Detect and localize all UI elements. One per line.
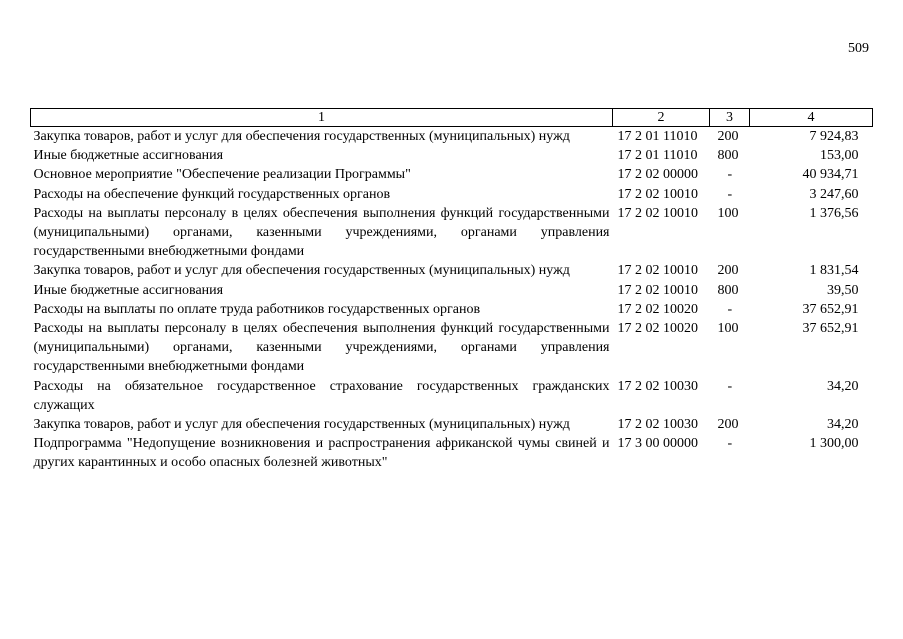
table-row	[31, 204, 873, 262]
row-name-cell: Закупка товаров, работ и услуг для обеспечения государственных (муниципальных) нужд	[33, 263, 570, 279]
row-sum-cell: 7 924,83	[809, 129, 859, 144]
row-code-cell: 17 2 02 10020	[617, 301, 698, 317]
row-name-cell: Закупка товаров, работ и услуг для обеспечения государственных (муниципальных) нужд	[33, 417, 570, 433]
row-sum-cell: 39,50	[827, 282, 859, 298]
table-row	[31, 319, 873, 377]
column-header-1: 1	[31, 109, 613, 127]
row-code-cell: 17 2 01 11010	[617, 148, 698, 164]
row-type-cell: 800	[717, 282, 739, 298]
row-type-cell: -	[727, 378, 733, 394]
row-code-cell: 17 2 02 10010	[617, 205, 698, 221]
row-sum-cell: 34,20	[827, 417, 859, 433]
table-row	[31, 300, 873, 319]
row-type-cell: -	[727, 301, 733, 317]
row-code-cell: 17 2 02 10010	[617, 186, 698, 202]
row-name-cell: Расходы на выплаты персоналу в целях обеспечения выполнения функций государственными (муниципальными) органами, казенными учреждениями, органами управления государственными внебюджетными фондами	[33, 321, 610, 375]
row-name-cell: Иные бюджетные ассигнования	[33, 148, 224, 164]
row-sum-cell: 37 652,91	[802, 321, 859, 337]
row-code-cell: 17 2 02 10010	[617, 282, 698, 298]
row-sum-cell: 1 300,00	[809, 436, 859, 452]
row-code-cell: 17 2 01 11010	[617, 129, 698, 144]
table-row	[31, 165, 873, 184]
table-row	[31, 434, 873, 472]
column-header-3: 3	[710, 109, 750, 127]
row-code-cell: 17 2 02 10030	[617, 378, 698, 394]
row-type-cell: 100	[717, 205, 739, 221]
row-type-cell: 200	[717, 129, 739, 144]
page-number: 509	[848, 41, 869, 56]
row-code-cell: 17 2 02 10020	[617, 321, 698, 337]
column-header-4: 4	[750, 109, 873, 127]
table-row	[31, 127, 873, 147]
row-code-cell: 17 2 02 10010	[617, 263, 698, 279]
row-name-cell: Расходы на выплаты по оплате труда работников государственных органов	[33, 301, 481, 317]
table-row	[31, 185, 873, 204]
row-sum-cell: 1 831,54	[809, 263, 859, 279]
budget-table	[30, 108, 873, 473]
row-type-cell: 800	[717, 148, 739, 164]
table-row	[31, 146, 873, 165]
row-sum-cell: 34,20	[827, 378, 859, 394]
row-name-cell: Иные бюджетные ассигнования	[33, 282, 224, 298]
row-type-cell: 100	[717, 321, 739, 337]
row-sum-cell: 153,00	[820, 148, 859, 164]
row-name-cell: Основное мероприятие "Обеспечение реализации Программы"	[33, 167, 411, 183]
row-code-cell: 17 2 02 00000	[617, 167, 698, 183]
row-sum-cell: 40 934,71	[802, 167, 859, 183]
row-sum-cell: 1 376,56	[809, 205, 859, 221]
row-type-cell: -	[727, 436, 733, 452]
row-type-cell: 200	[717, 263, 739, 279]
table-row	[31, 377, 873, 415]
row-type-cell: -	[727, 186, 733, 202]
row-name-cell: Подпрограмма "Недопущение возникновения и распространения африканской чумы свиней и других карантинных и особо опасных болезней животных"	[33, 436, 610, 471]
row-name-cell: Расходы на выплаты персоналу в целях обеспечения выполнения функций государственными (муниципальными) органами, казенными учреждениями, органами управления государственными внебюджетными фондами	[33, 205, 610, 260]
column-header-2: 2	[613, 109, 710, 127]
row-code-cell: 17 3 00 00000	[617, 436, 698, 452]
row-sum-cell: 37 652,91	[802, 301, 859, 317]
row-type-cell: -	[727, 167, 733, 183]
row-code-cell: 17 2 02 10030	[617, 417, 698, 433]
row-name-cell: Расходы на обязательное государственное страхование государственных гражданских служащих	[33, 378, 610, 413]
row-name-cell: Закупка товаров, работ и услуг для обеспечения государственных (муниципальных) нужд	[33, 129, 570, 144]
header-row	[31, 109, 873, 127]
row-sum-cell: 3 247,60	[809, 186, 859, 202]
table-row	[31, 415, 873, 434]
row-name-cell: Расходы на обеспечение функций государственных органов	[33, 186, 391, 202]
table-row	[31, 281, 873, 300]
row-type-cell: 200	[717, 417, 739, 433]
table-body	[31, 127, 873, 473]
table-row	[31, 261, 873, 280]
